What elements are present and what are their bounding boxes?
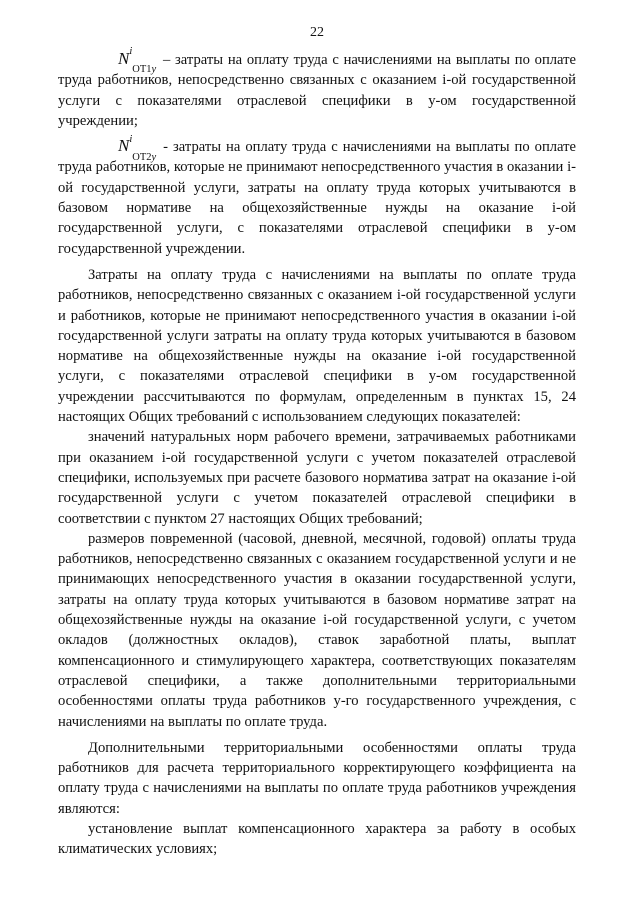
page-number: 22: [310, 25, 324, 40]
list-item-pay-rates: размеров повременной (часовой, дневной, месячной, годовой) оплаты труда работников, непосредственно связанных с оказанием государственной услуги и не принимающих непосредственного участия в оказании государственной услуги, затраты на оплату труда которых учитываются в базовом нормативе затрат на общехозяйственные нужды на оказание i-ой государственной услуги, с учетом окладов (должностных окладов), ставок заработной платы, выплат компенсационного и стимулирующего характера, соответствующих показателям отраслевой специфики, а также дополнительными территориальными особенностями оплаты труда работников y-го государственного учреждения, с начислениями на выплаты по оплате труда.: [58, 530, 576, 730]
symbol-n-ot2: $N^i_{OT2y}$: [118, 133, 157, 163]
document-page: [58, 24, 576, 860]
definition-ot1-text: – затраты на оплату труда с начислениями на выплаты по оплате труда работников, непосредственно связанных с оказанием i-ой государственной услуги с показателями отраслевой специфики в y-ом государственной учреждении;: [58, 52, 576, 129]
definition-ot2-text: - затраты на оплату труда с начислениями на выплаты по оплате труда работников, которые не принимают непосредственного участия в оказании i-ой государственной услуги, затраты на оплату труда которых учитываются в базовом нормативе на общехозяйственные нужды на оказание i-ой государственной услуги, с показателями отраслевой специфики в y-ом государственной учреждении.: [58, 139, 576, 257]
list-item-working-time-norms: значений натуральных норм рабочего времени, затрачиваемых работниками при оказанием i-ой государственной услуги с учетом показателей отраслевой специфики, используемых при расчете базового норматива затрат на оказание i-ой государственной услуги с учетом показателей отраслевой специфики в соответствии с пунктом 27 настоящих Общих требований;: [58, 429, 576, 527]
paragraph-territorial-features: Дополнительными территориальными особенностями оплаты труда работников для расчета территориального корректирующего коэффициента на оплату труда с начислениями на выплаты по оплате труда работников учреждения являются:: [58, 739, 576, 817]
definition-ot1: [58, 46, 576, 131]
list-item-compensation-payments: установление выплат компенсационного характера за работу в особых климатических условиях;: [58, 820, 576, 858]
paragraph-formulas: Затраты на оплату труда с начислениями на выплаты по оплате труда работников, непосредственно связанных с оказанием i-ой государственной услуги и работников, которые не принимают непосредственного участия в оказании i-ой государственной услуги затраты на оплату труда которых учитываются в базовом нормативе на общехозяйственные нужды на оказание i-ой государственной услуги, с показателями отраслевой специфики в y-ом государственной учреждении рассчитываются по формулам, определенным в пунктах 15, 24 настоящих Общих требований с использованием следующих показателей:: [58, 266, 576, 426]
symbol-n-ot1: $N^i_{OT1y}$: [118, 46, 157, 76]
definition-ot2: [58, 133, 576, 259]
